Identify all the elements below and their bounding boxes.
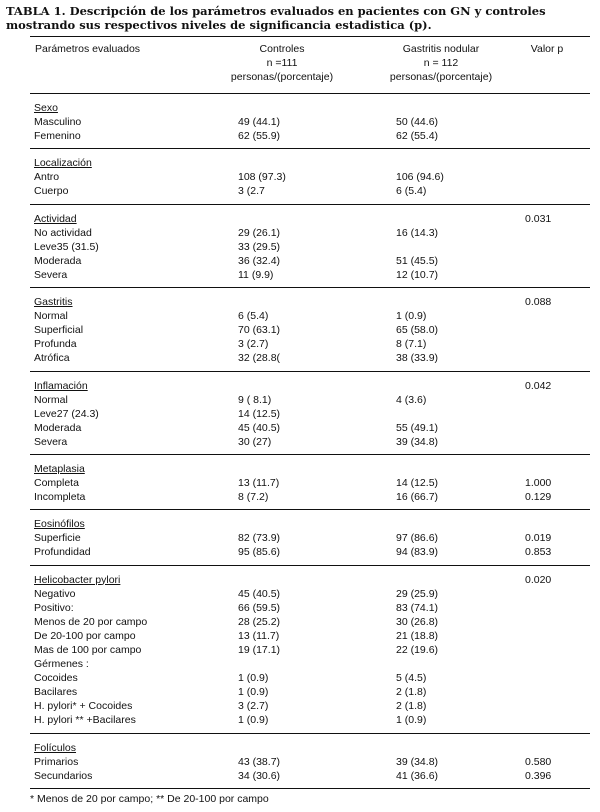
table-section	[30, 205, 590, 288]
table-section	[30, 372, 590, 455]
controles-cell: 13 (11.7)	[238, 477, 280, 490]
row-label: Cuerpo	[34, 185, 69, 198]
gastritis-cell: 83 (74.1)	[396, 601, 439, 614]
gastritis-cell: 62 (55.4)	[396, 130, 439, 143]
row-label: Masculino	[34, 116, 82, 129]
gastritis-cell: 30 (26.8)	[396, 615, 439, 628]
header-gastritis-title: Gastritis nodular	[402, 43, 480, 55]
table-section	[30, 288, 590, 371]
controles-cell: 32 (28.8(	[238, 352, 281, 365]
controles-cell: 3 (2.7)	[238, 700, 269, 713]
table-row	[30, 713, 590, 727]
controles-cell: 13 (11.7)	[238, 629, 280, 642]
gastritis-cell: 5 (4.5)	[396, 672, 427, 685]
header-gastritis-n: n = 112	[423, 57, 459, 69]
controles-cell: 62 (55.9)	[238, 130, 281, 143]
table-header	[30, 37, 590, 94]
row-label: Bacilares	[34, 686, 78, 699]
controles-cell: 29 (26.1)	[238, 226, 281, 239]
gastritis-cell: 14 (12.5)	[396, 477, 439, 490]
section-title: Actividad	[34, 212, 77, 225]
row-label: Mas de 100 por campo	[34, 644, 142, 656]
controles-cell: 3 (2.7	[238, 185, 265, 198]
header-parameters: Parámetros evaluados	[35, 43, 141, 55]
row-label: Severa	[34, 268, 68, 281]
table-section	[30, 149, 590, 204]
section-title: Metaplasia	[34, 462, 85, 475]
table-row	[30, 685, 590, 699]
row-label: Incompleta	[34, 491, 86, 504]
controles-cell: 11 (9.9)	[238, 268, 274, 281]
table-row	[30, 115, 590, 129]
gastritis-cell: 8 (7.1)	[396, 338, 427, 351]
section-header-row	[30, 212, 590, 226]
table-row	[30, 587, 590, 601]
table-section	[30, 566, 590, 734]
row-label: Superficial	[34, 324, 84, 337]
table-row	[30, 545, 590, 559]
header-controles-title: Controles	[259, 43, 305, 55]
section-p-value: 0.020	[525, 573, 552, 586]
controles-cell: 66 (59.5)	[238, 601, 281, 614]
gastritis-cell: 2 (1.8)	[396, 700, 427, 713]
section-title: Helicobacter pylori	[34, 573, 121, 586]
table-section	[30, 510, 590, 565]
gastritis-cell: 65 (58.0)	[396, 324, 439, 337]
p-value-cell: 0.019	[525, 532, 552, 545]
gastritis-cell: 50 (44.6)	[396, 116, 439, 129]
row-label: Menos de 20 por campo	[34, 615, 148, 628]
row-label: Superficie	[34, 532, 81, 545]
controles-cell: 14 (12.5)	[238, 407, 281, 420]
table-row	[30, 671, 590, 685]
controles-cell: 36 (32.4)	[238, 254, 281, 267]
section-header-row	[30, 517, 590, 531]
row-label: Moderada	[34, 254, 82, 267]
controles-cell: 33 (29.5)	[238, 240, 281, 253]
gastritis-cell: 38 (33.9)	[396, 352, 439, 365]
table-row	[30, 643, 590, 657]
controles-cell: 3 (2.7)	[238, 338, 269, 351]
row-label: Cocoides	[34, 672, 78, 685]
row-label: Completa	[34, 477, 79, 490]
controles-cell: 1 (0.9)	[238, 714, 269, 727]
header-gastritis-unit: personas/(porcentaje)	[389, 71, 493, 83]
section-title: Localización	[34, 157, 92, 170]
row-label: Moderada	[34, 421, 82, 434]
row-label: Normal	[34, 393, 68, 406]
header-controles	[230, 42, 334, 84]
section-header-row	[30, 741, 590, 755]
gastritis-cell: 4 (3.6)	[396, 393, 427, 406]
controles-cell: 19 (17.1)	[238, 644, 281, 656]
controles-cell: 108 (97.3)	[238, 171, 286, 184]
row-label: Femenino	[34, 130, 81, 143]
row-label: Negativo	[34, 587, 76, 600]
controles-cell: 28 (25.2)	[238, 615, 281, 628]
gastritis-cell: 12 (10.7)	[396, 268, 439, 281]
row-label: H. pylori* + Cocoides	[34, 700, 133, 713]
row-label: Primarios	[34, 755, 79, 768]
row-label: Antro	[34, 171, 60, 184]
table-section	[30, 94, 590, 149]
controles-cell: 1 (0.9)	[238, 672, 269, 685]
table-row	[30, 407, 590, 421]
p-value-cell: 0.580	[525, 755, 552, 768]
row-label: Profundidad	[34, 546, 91, 559]
table-row	[30, 755, 590, 769]
header-p-value: Valor p	[530, 43, 564, 55]
controles-cell: 70 (63.1)	[238, 324, 281, 337]
gastritis-cell: 97 (86.6)	[396, 532, 439, 545]
section-title: Gastritis	[34, 296, 73, 309]
table-section	[30, 734, 590, 788]
row-label: Gérmenes :	[34, 658, 89, 671]
footnote: * Menos de 20 por campo; ** De 20-100 por campo	[30, 793, 269, 805]
gastritis-cell: 1 (0.9)	[396, 714, 427, 727]
table-row	[30, 240, 590, 254]
section-title: Folículos	[34, 741, 77, 754]
section-header-row	[30, 156, 590, 170]
row-label: Secundarios	[34, 769, 93, 782]
controles-cell: 45 (40.5)	[238, 421, 281, 434]
table-row	[30, 601, 590, 615]
table-row	[30, 170, 590, 184]
controles-cell: 1 (0.9)	[238, 686, 269, 699]
table-section	[30, 455, 590, 510]
gastritis-cell: 1 (0.9)	[396, 310, 427, 323]
table-row	[30, 393, 590, 407]
controles-cell: 30 (27)	[238, 435, 272, 448]
section-p-value: 0.088	[525, 296, 552, 309]
gastritis-cell: 55 (49.1)	[396, 421, 439, 434]
gastritis-cell: 29 (25.9)	[396, 587, 439, 600]
table-row	[30, 769, 590, 783]
section-header-row	[30, 462, 590, 476]
table-row	[30, 435, 590, 449]
gastritis-cell: 51 (45.5)	[396, 254, 439, 267]
table-row	[30, 337, 590, 351]
gastritis-cell: 94 (83.9)	[396, 546, 439, 559]
section-header-row	[30, 295, 590, 309]
gastritis-cell: 16 (14.3)	[396, 226, 439, 239]
section-header-row	[30, 573, 590, 587]
controles-cell: 6 (5.4)	[238, 310, 269, 323]
table-row	[30, 615, 590, 629]
header-controles-n: n =111	[266, 57, 298, 69]
row-label: No actividad	[34, 226, 92, 239]
section-title: Sexo	[34, 102, 58, 114]
p-value-cell: 0.853	[525, 546, 552, 559]
table-row	[30, 421, 590, 435]
gastritis-cell: 22 (19.6)	[396, 644, 439, 656]
section-title: Eosinófilos	[34, 518, 85, 531]
row-label: Leve27 (24.3)	[34, 407, 99, 420]
header-gastritis	[386, 42, 496, 84]
table-row	[30, 323, 590, 337]
section-title: Inflamación	[34, 379, 88, 392]
table-row	[30, 268, 590, 282]
section-p-value: 0.031	[525, 212, 552, 225]
p-value-cell: 0.129	[525, 491, 552, 504]
row-label: Profunda	[34, 338, 77, 351]
table-row	[30, 129, 590, 143]
gastritis-cell: 39 (34.8)	[396, 435, 439, 448]
controles-cell: 34 (30.6)	[238, 769, 281, 782]
controles-cell: 95 (85.6)	[238, 546, 281, 559]
row-label: Positivo:	[34, 601, 74, 614]
table-row	[30, 629, 590, 643]
row-label: Leve35 (31.5)	[34, 240, 99, 253]
gastritis-cell: 41 (36.6)	[396, 769, 439, 782]
table-row	[30, 699, 590, 713]
table-row	[30, 351, 590, 365]
gastritis-cell: 21 (18.8)	[396, 629, 439, 642]
gastritis-cell: 106 (94.6)	[396, 171, 444, 184]
table-row	[30, 476, 590, 490]
section-header-row	[30, 101, 590, 115]
controles-cell: 8 (7.2)	[238, 491, 269, 504]
gastritis-cell: 6 (5.4)	[396, 185, 427, 198]
row-label: Atrófica	[34, 352, 70, 365]
table-caption: TABLA 1. Descripción de los parámetros evaluados en pacientes con GN y controles mostrando sus respectivos niveles de significancia estadistica (p).	[6, 4, 546, 32]
table-row	[30, 531, 590, 545]
table-body	[30, 94, 590, 788]
data-table	[30, 36, 590, 789]
p-value-cell: 0.396	[525, 769, 552, 782]
table-row	[30, 490, 590, 504]
controles-cell: 82 (73.9)	[238, 532, 281, 545]
row-label: De 20-100 por campo	[34, 629, 136, 642]
section-header-row	[30, 379, 590, 393]
row-label: H. pylori ** +Bacilares	[34, 714, 136, 727]
gastritis-cell: 39 (34.8)	[396, 755, 439, 768]
section-p-value: 0.042	[525, 379, 552, 392]
controles-cell: 9 ( 8.1)	[238, 393, 272, 406]
table-row	[30, 657, 590, 671]
table-row	[30, 226, 590, 240]
controles-cell: 49 (44.1)	[238, 116, 281, 129]
header-controles-unit: personas/(porcentaje)	[230, 71, 334, 83]
table-row	[30, 184, 590, 198]
table-row	[30, 254, 590, 268]
row-label: Severa	[34, 435, 68, 448]
p-value-cell: 1.000	[525, 477, 552, 490]
controles-cell: 45 (40.5)	[238, 587, 281, 600]
table-row	[30, 309, 590, 323]
gastritis-cell: 2 (1.8)	[396, 686, 427, 699]
controles-cell: 43 (38.7)	[238, 755, 281, 768]
row-label: Normal	[34, 310, 68, 323]
gastritis-cell: 16 (66.7)	[396, 491, 439, 504]
